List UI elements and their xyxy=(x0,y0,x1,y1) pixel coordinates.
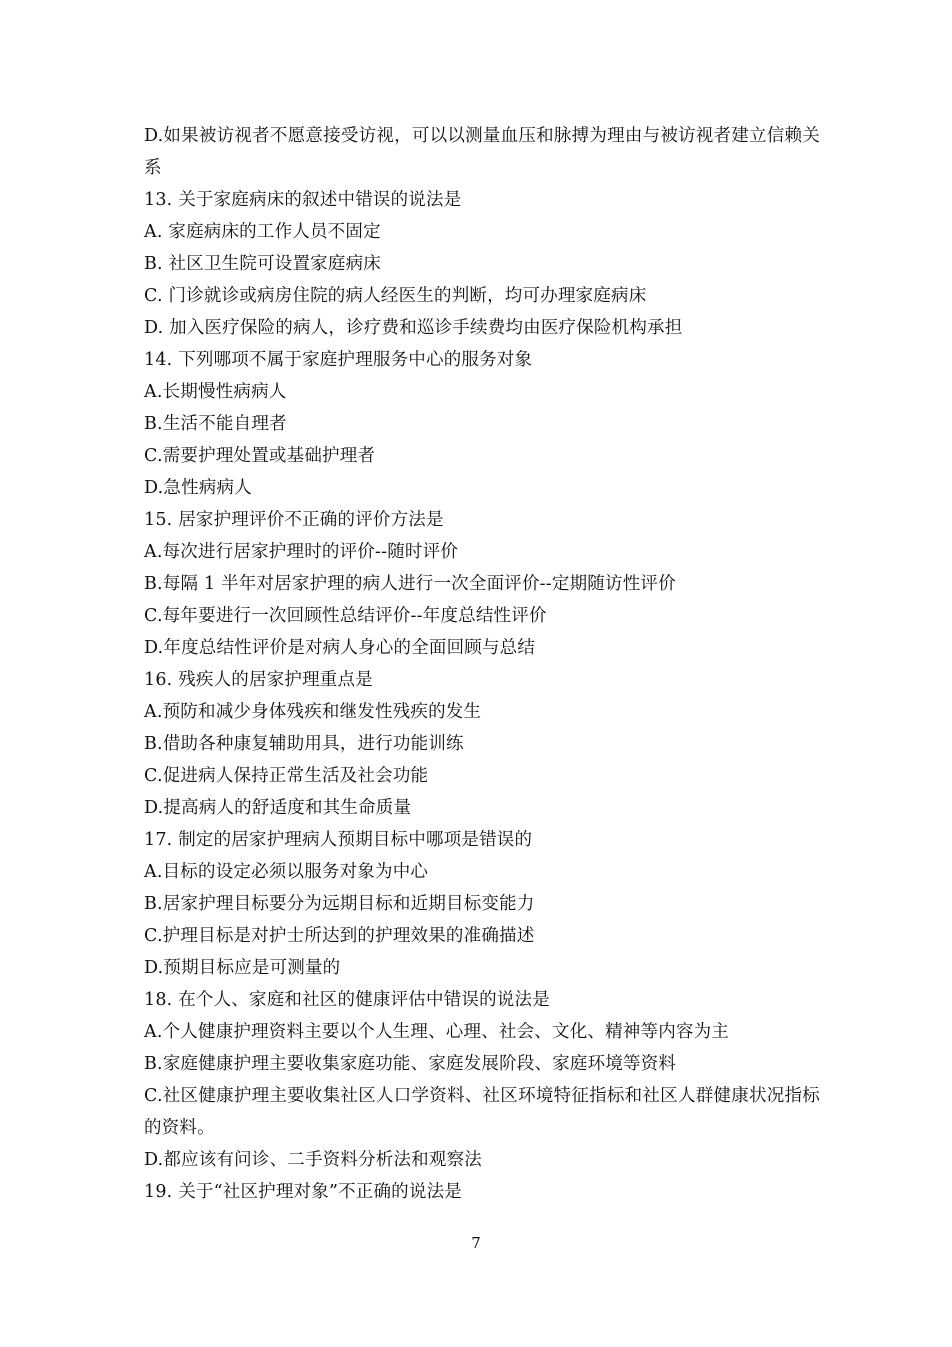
option-line: B.生活不能自理者 xyxy=(144,414,287,434)
option-line: A.个人健康护理资料主要以个人生理、心理、社会、文化、精神等内容为主 xyxy=(144,1022,729,1042)
option-line: A.长期慢性病病人 xyxy=(144,382,287,402)
question-line: 17. 制定的居家护理病人预期目标中哪项是错误的 xyxy=(144,830,533,850)
question-line: 15. 居家护理评价不正确的评价方法是 xyxy=(144,510,444,530)
option-line: C.护理目标是对护士所达到的护理效果的准确描述 xyxy=(144,926,535,946)
option-line: A.预防和减少身体残疾和继发性残疾的发生 xyxy=(144,702,482,722)
option-line: D.提高病人的舒适度和其生命质量 xyxy=(144,798,412,818)
option-line: A.每次进行居家护理时的评价--随时评价 xyxy=(144,542,459,562)
option-line: C.社区健康护理主要收集社区人口学资料、社区环境特征指标和社区人群健康状况指标的资料。 xyxy=(144,1086,820,1138)
option-line: A. 家庭病床的工作人员不固定 xyxy=(144,222,381,242)
option-line: D.如果被访视者不愿意接受访视，可以以测量血压和脉搏为理由与被访视者建立信赖关系 xyxy=(144,126,820,178)
document-body xyxy=(144,120,820,1208)
question-line: 13. 关于家庭病床的叙述中错误的说法是 xyxy=(144,190,462,210)
option-line: C.每年要进行一次回顾性总结评价--年度总结性评价 xyxy=(144,606,547,626)
option-line: B. 社区卫生院可设置家庭病床 xyxy=(144,254,381,274)
option-line: D.急性病病人 xyxy=(144,478,252,498)
question-line: 16. 残疾人的居家护理重点是 xyxy=(144,670,373,690)
page-number: 7 xyxy=(471,1234,481,1252)
option-line: B.每隔 1 半年对居家护理的病人进行一次全面评价--定期随访性评价 xyxy=(144,574,676,594)
option-line: A.目标的设定必须以服务对象为中心 xyxy=(144,862,429,882)
question-line: 18. 在个人、家庭和社区的健康评估中错误的说法是 xyxy=(144,990,550,1010)
question-line: 14. 下列哪项不属于家庭护理服务中心的服务对象 xyxy=(144,350,533,370)
option-line: C.需要护理处置或基础护理者 xyxy=(144,446,376,466)
option-line: C.促进病人保持正常生活及社会功能 xyxy=(144,766,429,786)
option-line: D.都应该有问诊、二手资料分析法和观察法 xyxy=(144,1150,482,1170)
option-line: B.借助各种康复辅助用具，进行功能训练 xyxy=(144,734,464,754)
option-line: D. 加入医疗保险的病人，诊疗费和巡诊手续费均由医疗保险机构承担 xyxy=(144,318,683,338)
option-line: D.年度总结性评价是对病人身心的全面回顾与总结 xyxy=(144,638,536,658)
option-line: D.预期目标应是可测量的 xyxy=(144,958,341,978)
option-line: B.家庭健康护理主要收集家庭功能、家庭发展阶段、家庭环境等资料 xyxy=(144,1054,677,1074)
option-line: C. 门诊就诊或病房住院的病人经医生的判断，均可办理家庭病床 xyxy=(144,286,647,306)
question-line: 19. 关于“社区护理对象”不正确的说法是 xyxy=(144,1182,462,1202)
option-line: B.居家护理目标要分为远期目标和近期目标变能力 xyxy=(144,894,535,914)
